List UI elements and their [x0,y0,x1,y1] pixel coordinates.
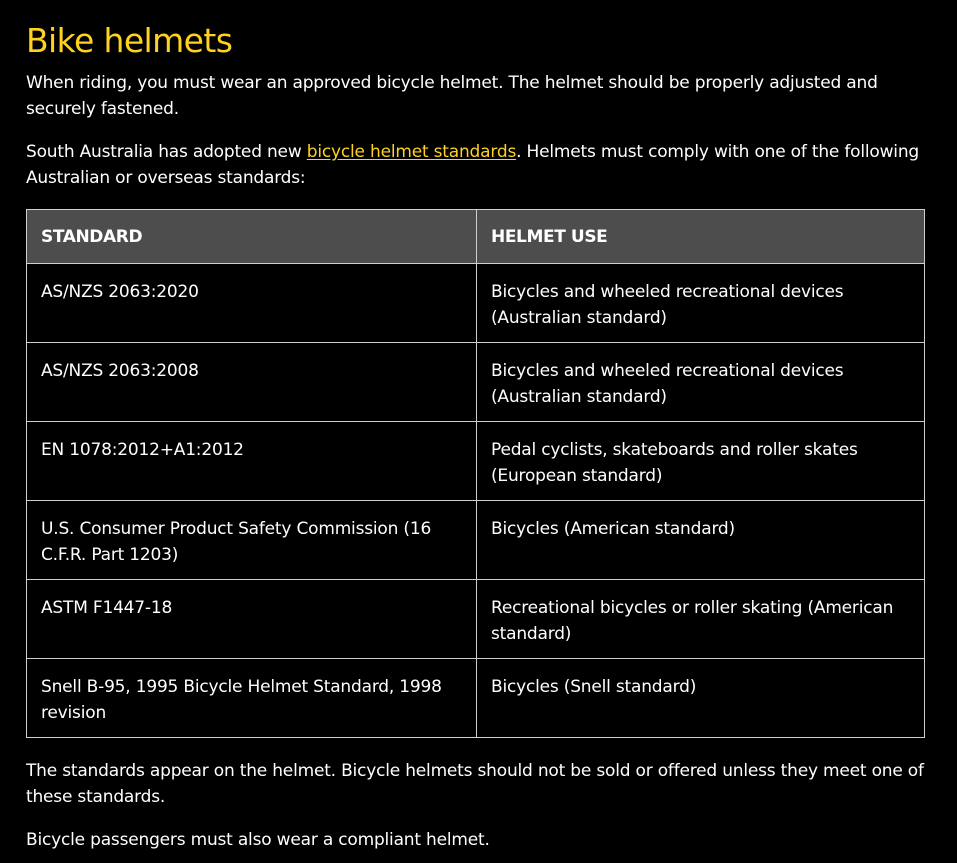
table-row [27,422,925,501]
intro-paragraph: When riding, you must wear an approved bicycle helmet. The helmet should be properly adjusted and securely fastened. [26,73,878,119]
table-row [27,343,925,422]
table-row [27,264,925,343]
standards-table [26,209,925,738]
helmet-use-cell: Recreational bicycles or roller skating (American standard) [477,580,925,659]
table-header-row [27,210,925,264]
table-row [27,580,925,659]
standard-cell: EN 1078:2012+A1:2012 [27,422,477,501]
helmet-use-cell: Bicycles (Snell standard) [477,659,925,738]
column-header-helmet-use: HELMET USE [477,210,925,264]
helmet-use-cell: Bicycles and wheeled recreational devices (Australian standard) [477,343,925,422]
helmet-use-cell: Bicycles (American standard) [477,501,925,580]
standard-cell: AS/NZS 2063:2008 [27,343,477,422]
standard-cell: Snell B-95, 1995 Bicycle Helmet Standard, 1998 revision [27,659,477,738]
table-row [27,659,925,738]
passengers-paragraph: Bicycle passengers must also wear a compliant helmet. [26,830,490,850]
standards-note-paragraph: The standards appear on the helmet. Bicycle helmets should not be sold or offered unless they meet one of these standards. [26,761,924,807]
standards-text-before: South Australia has adopted new [26,142,307,162]
standard-cell: AS/NZS 2063:2020 [27,264,477,343]
standard-cell: ASTM F1447-18 [27,580,477,659]
helmet-use-cell: Bicycles and wheeled recreational devices (Australian standard) [477,264,925,343]
bicycle-helmet-standards-link[interactable]: bicycle helmet standards [306,142,517,162]
page-title: Bike helmets [26,21,233,60]
standards-paragraph [26,139,924,191]
table-row [27,501,925,580]
helmet-use-cell: Pedal cyclists, skateboards and roller skates (European standard) [477,422,925,501]
standards-text-after: . Helmets must comply with one of the following Australian or overseas standards: [26,142,920,188]
column-header-standard: STANDARD [27,210,477,264]
standard-cell: U.S. Consumer Product Safety Commission (16 C.F.R. Part 1203) [27,501,477,580]
